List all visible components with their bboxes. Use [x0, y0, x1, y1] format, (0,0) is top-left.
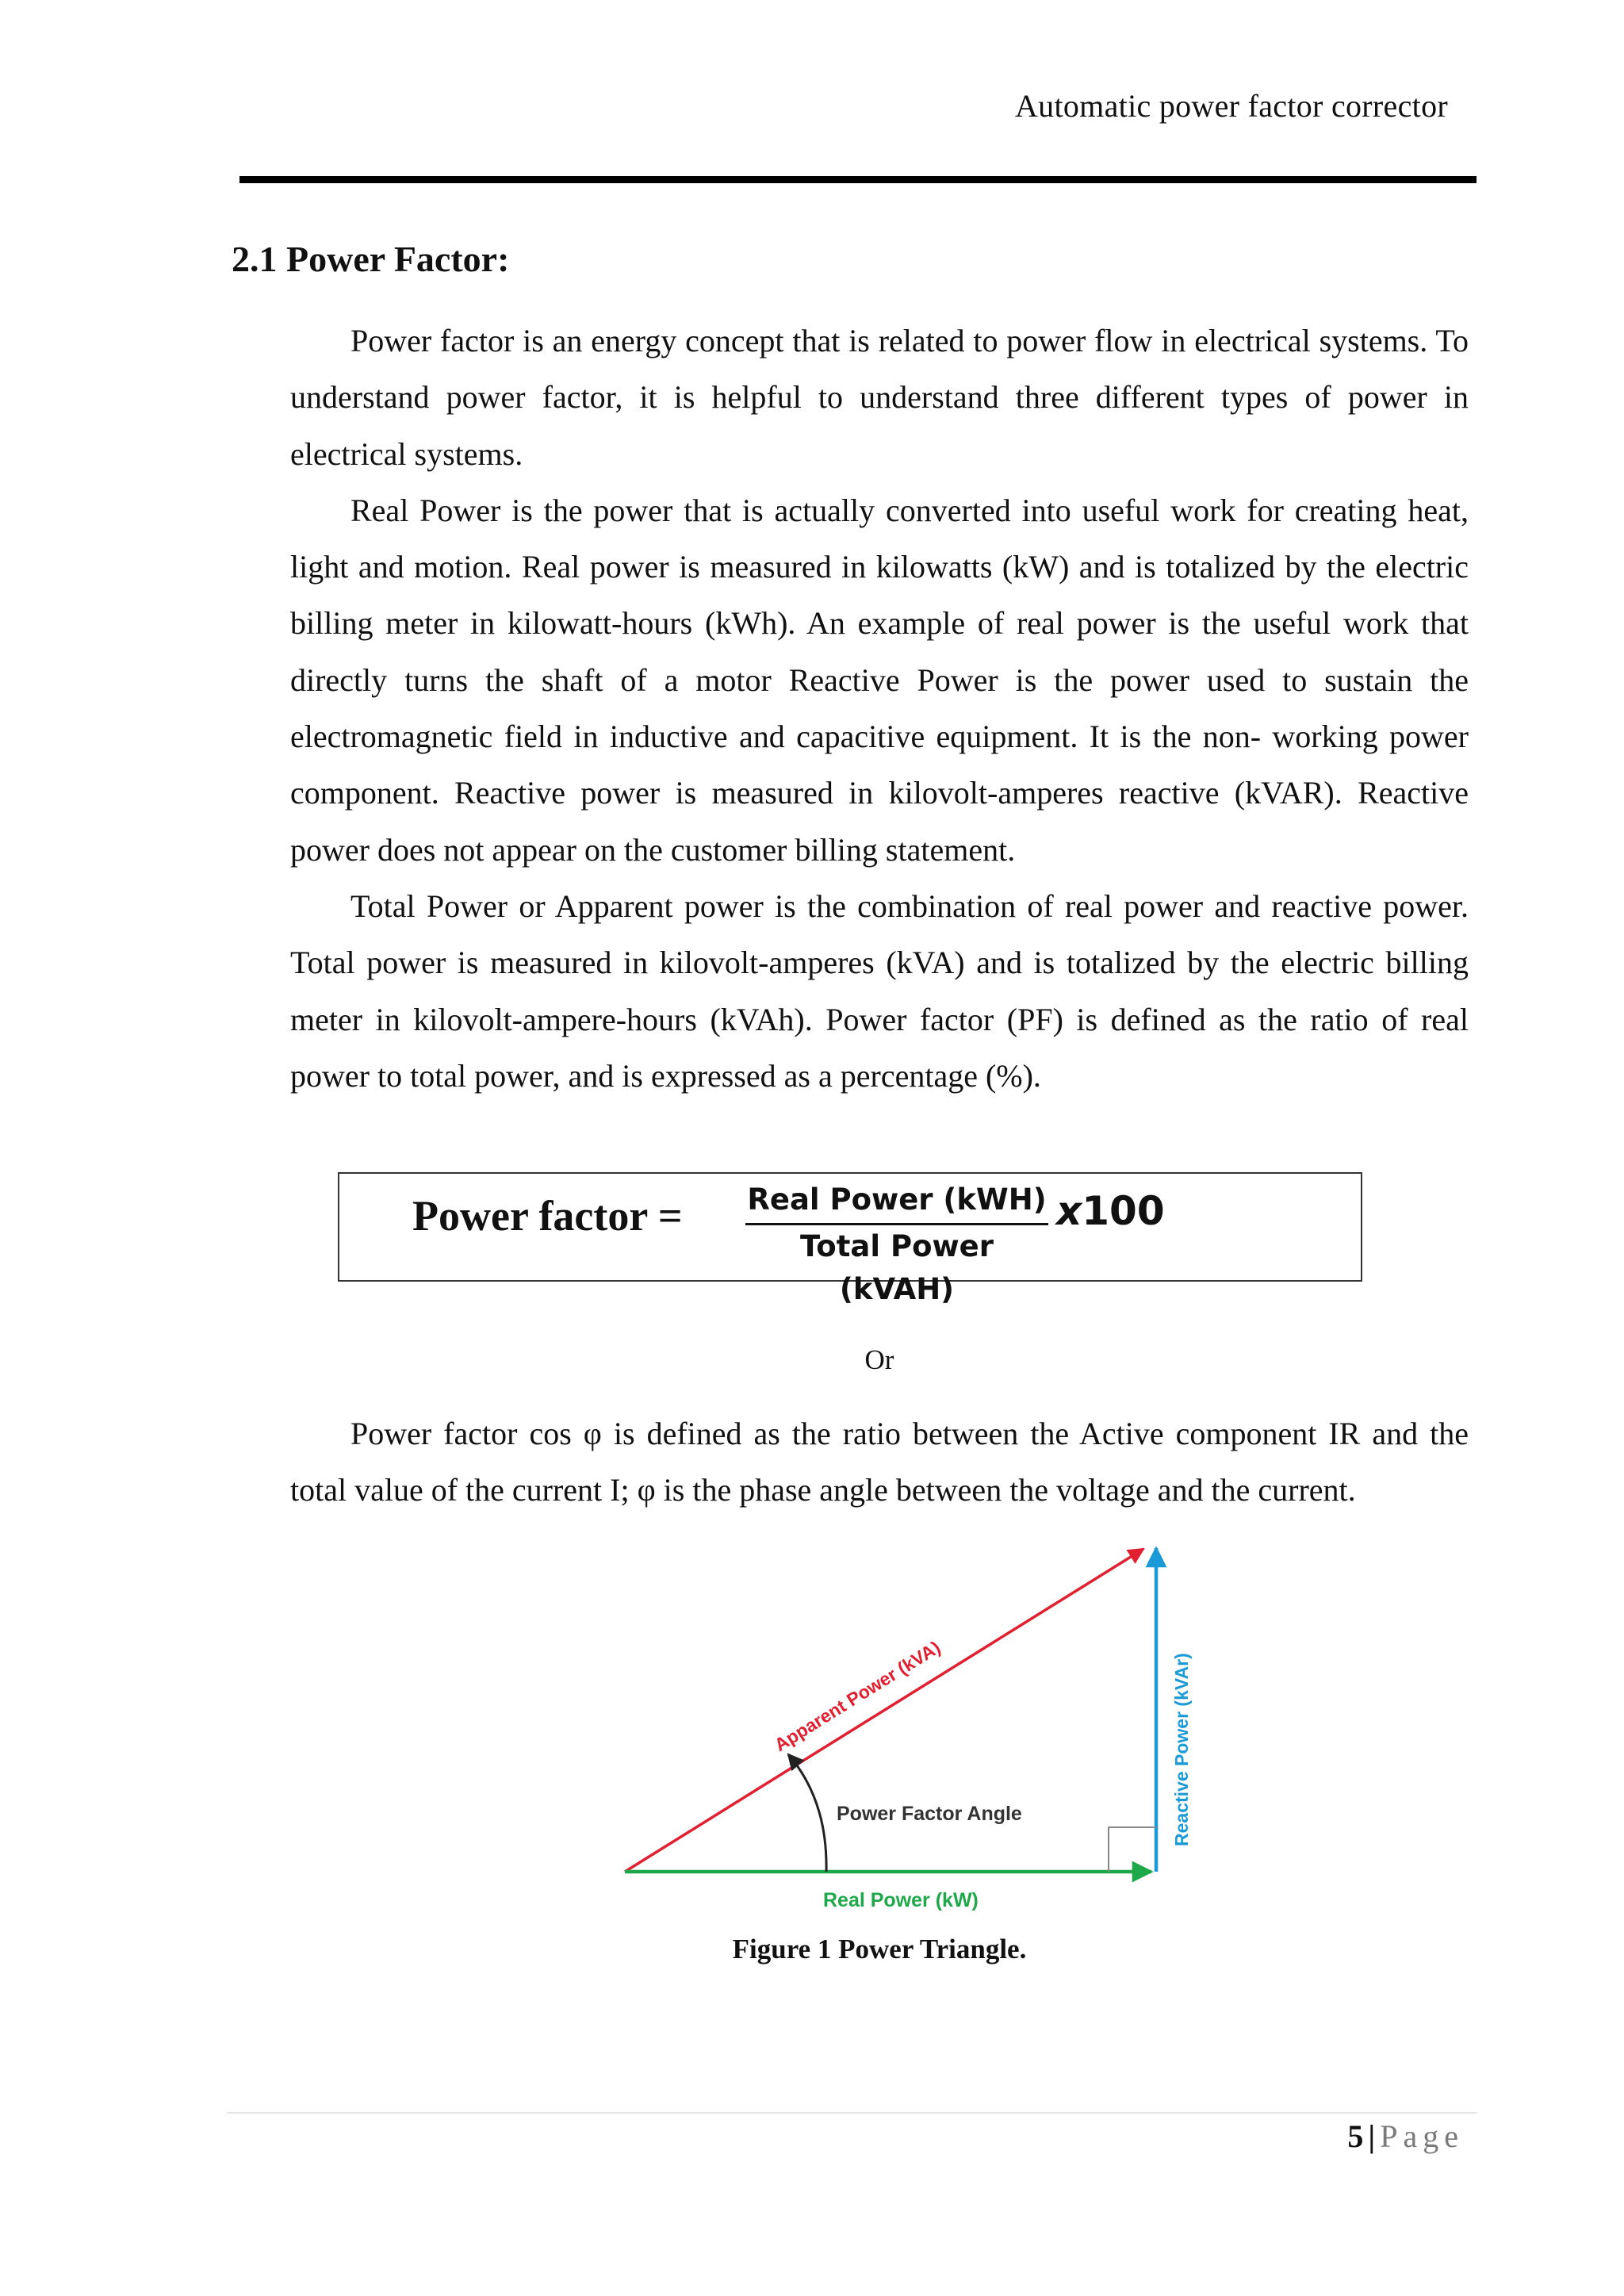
- formula-box: [338, 1172, 1362, 1306]
- formula-multiplier-var: x: [1056, 1188, 1082, 1234]
- paragraph-power-factor: Power factor is an energy concept that is related to power flow in electrical systems. To understand power factor, it is helpful to understand three different types of power in electrical systems.: [290, 323, 1469, 472]
- formula-multiplier: [1056, 1188, 1165, 1234]
- formula-numerator: Real Power (kWH): [745, 1180, 1048, 1225]
- page-separator: |: [1368, 2118, 1376, 2154]
- or-text: Or: [864, 1344, 894, 1375]
- figure-caption: Figure 1 Power Triangle.: [732, 1934, 1027, 1964]
- power-factor-angle-label: Power Factor Angle: [837, 1803, 1022, 1825]
- page-word: Page: [1380, 2118, 1464, 2154]
- real-power-label: Real Power (kW): [823, 1889, 979, 1911]
- intro-text: [290, 312, 1469, 1104]
- apparent-power-label: Apparent Power (kVA): [770, 1636, 944, 1756]
- cos-text: [290, 1405, 1469, 1519]
- paragraph-cos-phi: Power factor cos φ is defined as the ratio between the Active component IR and the total value of the current I; φ is the phase angle between the voltage and the current.: [290, 1416, 1469, 1508]
- page-footer: [1347, 2118, 1464, 2155]
- footer-rule: [227, 2112, 1477, 2114]
- paragraph-real-power: Real Power is the power that is actually converted into useful work for creating heat, light and motion. Real power is measured in kilowatts (kW) and is totalized by the electric billing meter in kilowatt-hours (kWh). An example of real power is the useful work that directly turns the shaft of a motor Reactive Power is the power used to sustain the electromagnetic field in inductive and capacitive equipment. It is the non- working power component. Reactive power is measured in kilovolt-amperes reactive (kVAR). Reactive power does not appear on the customer billing statement.: [290, 492, 1469, 868]
- power-factor-angle-arc: [788, 1754, 826, 1872]
- section-heading: 2.1 Power Factor:: [232, 239, 510, 279]
- formula-lhs: Power factor =: [412, 1192, 683, 1240]
- page-number: 5: [1347, 2118, 1364, 2154]
- formula-multiplier-value: 100: [1082, 1188, 1165, 1234]
- right-angle-marker: [1109, 1827, 1156, 1872]
- paragraph-total-power: Total Power or Apparent power is the combination of real power and reactive power. Total power is measured in kilovolt-amperes (kVA) and is totalized by the electric billing meter in kilovolt-ampere-hours (kVAh). Power factor (PF) is defined as the ratio of real power to total power, and is expressed as a percentage (%).: [290, 887, 1469, 1094]
- power-triangle-diagram: [611, 1531, 1237, 1919]
- header-rule: [239, 176, 1477, 183]
- reactive-power-label: Reactive Power (kVAr): [1171, 1653, 1192, 1846]
- running-header: Automatic power factor corrector: [1014, 88, 1448, 124]
- formula-denominator: Total Power (kVAH): [799, 1229, 994, 1306]
- formula-fraction: [745, 1180, 1048, 1311]
